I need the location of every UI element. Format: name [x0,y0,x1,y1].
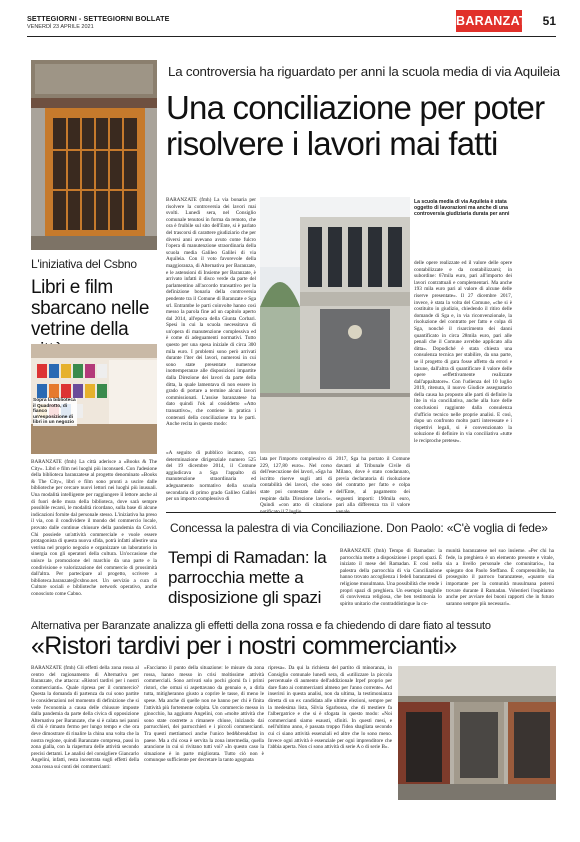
school-photo [260,197,410,453]
shops-street-photo [398,666,556,800]
lead-body-col-3: 2017, Sga ha portato il Comune davanti al Tribunale Civile di Milano, dove è stato condannato, previa declaratoria di risoluzione del contratto per fatto e colpa dell'Ente, al pagamento dei seguenti importi: 190mila euro, pari alla differenza tra il valore [336,456,410,509]
section-tag: BARANZATE [456,10,522,32]
library-building-photo [31,60,157,250]
school-photo-caption: La scuola media di via Aquileia è stata oggetto di lavorazioni ma anche di una controversia giudiziaria durata per anni [414,199,510,218]
lead-headline-line-2: risolvere i lavori mai fatti [166,125,498,162]
library-photo-caption: Sopra la biblioteca il Quadrotto, di fianco un'esposizione di libri in un negozio [33,398,76,426]
ristori-kicker: Alternativa per Baranzate analizza gli effetti della zona rossa e fa chiedendo di dare fiato al tessuto [31,612,556,632]
ristori-body-col-3: ripresa». Da qui la richiesta del partito di minoranza, in Consiglio comunale lunedì sera, di «utilizzare la piccola percentuale di aumento dell'addizionale Irpef proprio per dare fiato ai commercianti almeno per l'anno corrente». Ad inserirsi in questa analisi, non da ultima, la testimonianza diretta di un ex candidata alle ultime elezioni, sempre per la medesima lista, Silvia Sgarbossa, che di mestiere fa l'albergatrice e che si è sfogata in questo modo: «Noi commercianti siamo esausti, sfiniti. In questi mesi, e nell'ultimo anno, è passata troppo l'idea sbagliata secondo cui ci siano attività essenziali ed altre che lo sono meno. Invece ogni attività è essenziale per ogni imprenditore che l'abbia aperta. Non ci sono attività di serie A o di serie B». [268,665,392,751]
library-kicker: L'iniziativa del Csbno [31,257,137,271]
ristori-title: «Ristori tardivi per i nostri commercianti» [31,632,457,660]
header-rule [27,36,556,37]
ramadan-kicker: Concessa la palestra di via Conciliazione. Don Paolo: «C'è voglia di fede» [170,521,548,535]
issue-date: VENERDÌ 23 APRILE 2021 [27,24,94,30]
ramadan-body-col-1: BARANZATE (fmh) Tempo di Ramadan: la parrocchia mette a disposizione i propri spazi. È iniziato il mese del Ramadan. E così nella palestra della parrocchia di via Conciliazione hanno trovato accoglienza i fedeli baranzatesi di religione musulmana. Una possibilità che rende i propri spazi di preghiera. Un esempio tangibile di convivenza religiosa, che ben testimonia lo spirito unitario che contraddistingue la co- [340,548,442,607]
ristori-body-col-2: «Facciamo il punto della situazione: le misure da zona rossa, hanno messo in crisi moltissime attività commerciali. Sono arrivati solo pochi giorni fa i primi ristori, che ormai si aspettavano da gennaio e, a dirla tutta, mitigheranno giusto a coprire le tasse, di meno le spese. Ma anche di quelle non ne hanno per chi è finita l'attività più fortemente colpita. Un commercio messo in ginocchio, ha aggiunto Angelini, con «molte attività che sono state costrette a rimanere chiuse, iniziando dai parrucchieri, dei parrucchieri e i piccoli commercianti. Tra questi mettiamoci anche l'unico bed&breakfast in paese. Ma a chi cosa è servita la zona intermedia, quella arancione in cui si rivitano tutti voi? «In questo caso la situazione è in parte migliorata. Tutto ciò non è comunque sufficiente per decretare la tanto agognata [144,665,264,764]
ramadan-rule [166,512,556,513]
lead-headline [166,90,566,162]
ramadan-title: Tempi di Ramadan: la parrocchia mette a disposizione gli spazi [168,548,327,607]
lead-body-col-1: BARANZATE (fmh) La via bonaria per risolvere la controversia dei lavori mai svolti. Lunedì sera, nel Consiglio comunale tenutosi in forma da remoto, che ora è fruibile sul sito dell'Ente, si è parlato del trascorsi di carattere giudiziario che per diversi anni avevano avuto come fulcro l'opera di manutenzione straordinaria della scuola media Galileo Galilei di via Aquileia. Con il voto favorevole della maggioranza, di Alternativa per Baranzate, e le astensioni di Insieme per Baranzate, è arrivato infatti il disco verde da parte del parlamentino all'accordo transattivo per la definizione bonaria della controversia pendente tra il Comune di Baranzate e Sga srl. Entrambe le parti coinvolte hanno così messo la parola fine ad un capitolo aperto dal 2014, all'epoca della Giunta Corbari. Spesi in cui la scuola necessitava di un'opera di manutenzione complessiva ed è come di adeguamenti normativi. Tutto questo per una spesa iniziale di circa 300 mila euro. I problemi sono però arrivati durante l'iter dei lavori, numerosi in cui sono state presentate numerose inottemperanze alle disposizioni impartite dalla Direzione dei lavori da parte della ditta, la quale lamentava di non essere in grado di portare a termine alcuni lavori commissionati. L'assise baranzatese ha dato quindi l'ok al cosiddetto «Atto transattivo», che contiene in pratica i contenuti della conciliazione tra le parti. Anche recita in questo modo: [166,197,256,428]
lead-body-col-4: delle opere realizzate ed il valore delle opere contabilizzate e da contabilizzarsi; in subordine: 67mila euro, pari all'importo dei lavori contrattuali e complementari. Ma anche 193 mila euro pari al valore di alcune delle riserve presentate». Il 27 dicembre 2017, invece, è stata la volta del Comune, «che si è costituito in giudizio, chiedendo il ritiro delle domande di Sga e, in via riconvenzionale, la risoluzione del contratto per fatto e colpa di Sga, nonché il risarcimento dei danni quantificato in circa 28mila euro, pari alle penali che il Comune avrebbe applicato alla ditta». Dopodiché è stata chiesta una consulenza tecnica per stabilire, da una parte, se il progetto di gara fosse affetto da errori e lacune, dall'altra di quantificare il valore delle opere «effettivamente realizzate dall'appaltatore». Con l'udienza del 10 luglio 2019, ritenuta, il nuovo Giudice assegnatario della causa ha proposto alle parti di definire la lite in via conciliativa, anche alla luce delle conclusioni raggiunte dalla consulenza d'ufficio tecnico nelle proprie analisi. E così, dopo un confronto molto parti interessate e i rispettivi legali, si è convenzionato la soluzione di definire in via conciliativa «tutte le reciproche pretese». [414,260,512,445]
ramadan-body-col-2: munità baranzatese nel suo insieme. «Per chi ha fede, la preghiera è un elemento presente e vitale, sia a livello personale che comunitario», ha spiegato don Paolo Steffano. È comprensibile, ha proseguito il parroco baranzatese, «quanto sia importante per la comunità musulmana potersi trovare durante il Ramadan. Volentieri l'ospitiamo anche per avviare dei buoni rapporti che in futuro saranno sempre più necessari». [446,548,554,607]
lead-body-col-1b: «A seguito di pubblico incanto, con determinazione dirigenziale numero 525 del 19 dicembre 2014, il Comune aggiudicava a Sga l'appalto di manutenzione straordinaria ed adeguamento normativo della scuola secondaria di primo grado Galileo Galilei per un importo complessivo di [166,450,256,503]
newspaper-name: SETTEGIORNI - SETTEGIORNI BOLLATE [27,14,170,23]
lead-kicker: La controversia ha riguardato per anni la scuola media di via Aquileia [168,64,560,79]
lead-body-col-2: lata per l'importo complessivo di 229, 127,80 euro». Nel corso dell'esecuzione dei lavori, «Sga ha iscritto riserve sugli atti di contabilità dei lavori, che sono state poi contestate dalle e respinte dalla Direzione lavori». Quindi «con atto di citazione [260,456,332,509]
ristori-body-col-1: BARANZATE (fmh) Gli effetti della zona rossa al centro del ragionamento di Alternativa per Baranzate, che attacca: «Ristori tardivi per i nostri commercianti». Quale ripresa per il commercio? Questa la domanda di partenza da cui sono partite le considerazioni nel momento di definizione che si vede l'economia a causa delle chiusure imposte dalla pandemia da parte della civica di opposizione Alternativa per Baranzate, che si è calata nei panni di chi è rimasto fermo per lungo tempo e che ora deve dimostrare di rinalire la china una volta che la nostra regione, quindi Baranzate compresa, passi in zona gialla, con la riapertura delle attività secondo precisi dettami. Le analisi del consigliere Giancarlo Angelini, infatti, resta incentrata sugli effetti della zona rossa sui conti dei commercianti: [31,665,139,770]
library-title: Libri e film sbarcano nelle vetrine della [31,277,149,340]
library-body: BARANZATE (fmh) La città aderisce a «Books & The City». Libri e film nei luoghi più inconsueti. Con l'adesione della biblioteca baranzatese al progetto denominato «Books & The City», libri e film sono pronti a uscire dalle biblioteche per cercare nuovi lettori nei luoghi più inusuali. Una modalità intelligente per raggiungere il lettore anche al di fuori delle mura della biblioteca, dove sarà sempre possibile recarsi, le modalità ricordano, sulla base di alcune indicazioni fornite dal personale stesso. L'iniziativa ha preso il via, con il condividere il mondo del commercio locale, provato dalle continue chiusure della pandemia da Covid. Chi possiede un'attività commerciale e vuole essere protagonista di questa nuova sfida, potrà infatti allestire una vetrina nel proprio negozio e organizzare un laboratorio in sinergia con gli operatori della cultura. Un'occasione che unisce la promozione del marchio da una parte e la condivisione e valorizzazione del commercio di prossimità dall'altra. Per partecipare al progetto, scrivere a biblioteca.baranzate@csbno.net. Un servizio a cura di Culture sociali e biblioteche network operativo, anche conosciuto come Cabno. [31,459,157,597]
lead-headline-line-1: Una conciliazione per poter [166,89,545,126]
page-number: 51 [542,14,556,28]
